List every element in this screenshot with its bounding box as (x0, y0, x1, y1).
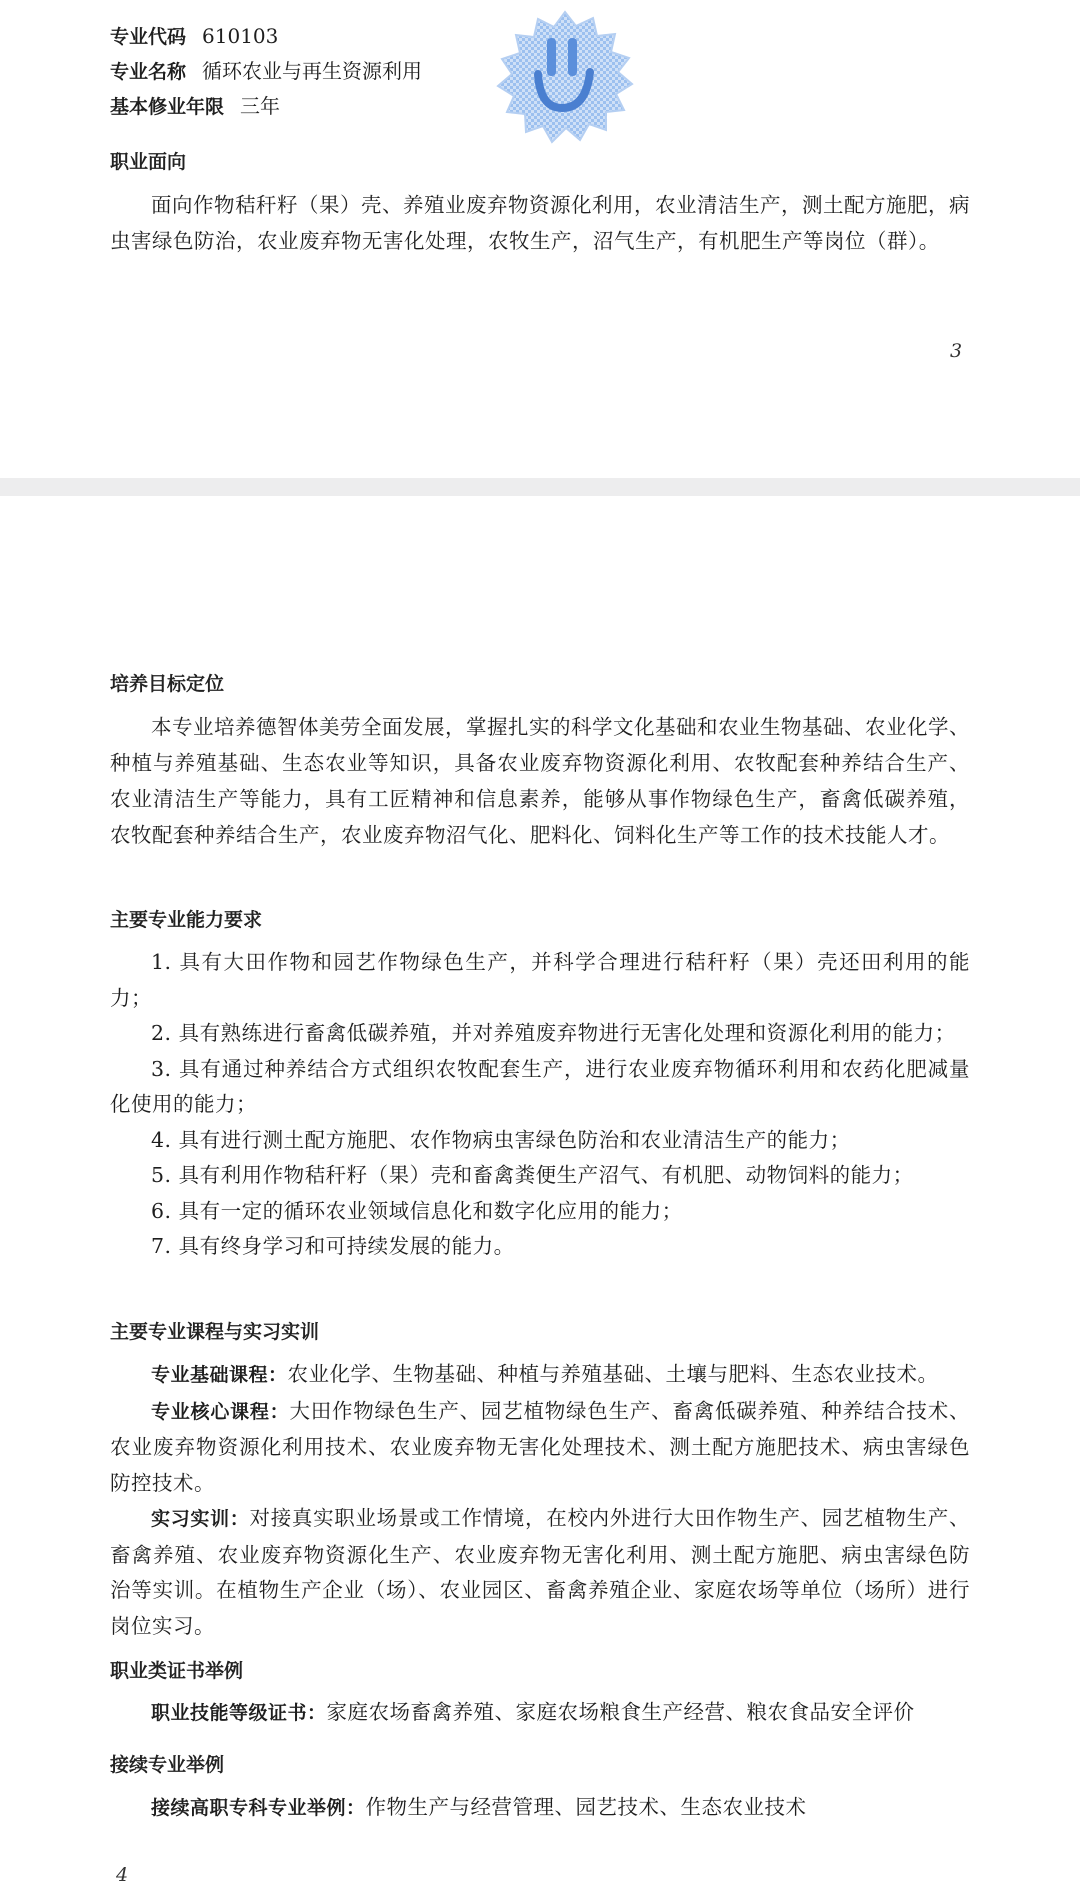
page-number: 3 (950, 340, 963, 362)
meta-value: 三年 (240, 94, 281, 118)
meta-code-row (110, 22, 278, 51)
page-top (0, 0, 1080, 478)
course-text: 对接真实职业场景或工作情境，在校内外进行大田作物生产、园艺植物生产、畜禽养殖、农业废弃物资源化生产、农业废弃物无害化利用、测土配方施肥、病虫害绿色防治等实训。在植物生产企业（场）、农业园区、畜禽养殖企业、家庭农场等单位（场所）进行岗位实习。 (110, 1506, 970, 1638)
list-item (110, 1501, 970, 1644)
list-item (110, 1394, 970, 1502)
goal-paragraph: 本专业培养德智体美劳全面发展，掌握扎实的科学文化基础和农业生物基础、农业化学、种植与养殖基础、生态农业等知识，具备农业废弃物资源化利用、农牧配套种养结合生产、农业清洁生产等能力，具有工匠精神和信息素养，能够从事作物绿色生产，畜禽低碳养殖，农牧配套种养结合生产，农业废弃物沼气化、肥料化、饲料化生产等工作的技术技能人才。 (110, 715, 970, 847)
heading-goal: 培养目标定位 (110, 673, 225, 695)
meta-name-row (110, 57, 422, 86)
meta-label: 专业代码 (110, 26, 187, 48)
course-lead: 专业基础课程： (151, 1364, 288, 1386)
list-item (110, 1357, 970, 1394)
certificates-list (110, 1695, 970, 1732)
list-item: 1. 具有大田作物和园艺作物绿色生产，并科学合理进行秸秆籽（果）壳还田利用的能力； (110, 950, 970, 1010)
list-item: 2. 具有熟练进行畜禽低碳养殖，并对养殖废弃物进行无害化处理和资源化利用的能力； (151, 1021, 956, 1045)
smiley-gear-stamp-icon (480, 8, 650, 156)
list-item: 7. 具有终身学习和可持续发展的能力。 (151, 1234, 515, 1258)
certificate-lead: 职业技能等级证书： (151, 1702, 327, 1724)
list-item: 4. 具有进行测土配方施肥、农作物病虫害绿色防治和农业清洁生产的能力； (151, 1127, 851, 1152)
heading-career: 职业面向 (110, 151, 187, 173)
course-text: 农业化学、生物基础、种植与养殖基础、土壤与肥料、生态农业技术。 (287, 1362, 939, 1386)
page-divider (0, 478, 1080, 496)
page-number: 4 (116, 1864, 129, 1886)
continuation-lead: 接续高职专科专业举例： (151, 1797, 366, 1819)
meta-years-row (110, 92, 280, 121)
meta-label: 基本修业年限 (110, 96, 225, 118)
course-text: 大田作物绿色生产、园艺植物绿色生产、畜禽低碳养殖、种养结合技术、农业废弃物资源化利用技术、农业废弃物无害化处理技术、测土配方施肥技术、病虫害绿色防控技术。 (110, 1398, 970, 1495)
list-item (110, 1790, 970, 1827)
heading-abilities: 主要专业能力要求 (110, 909, 263, 931)
heading-courses: 主要专业课程与实习实训 (110, 1321, 320, 1343)
meta-value: 610103 (202, 24, 279, 48)
certificate-text: 家庭农场畜禽养殖、家庭农场粮食生产经营、粮农食品安全评价 (326, 1700, 915, 1724)
course-lead: 专业核心课程： (151, 1400, 290, 1423)
continuation-text: 作物生产与经营管理、园艺技术、生态农业技术 (365, 1795, 807, 1819)
courses-list (110, 1357, 970, 1644)
meta-label: 专业名称 (110, 61, 187, 83)
abilities-list (110, 945, 970, 1265)
course-lead: 实习实训： (151, 1508, 250, 1530)
career-paragraph: 面向作物秸秆籽（果）壳、养殖业废弃物资源化利用，农业清洁生产，测土配方施肥，病虫害绿色防治，农业废弃物无害化处理，农牧生产，沼气生产，有机肥生产等岗位（群）。 (110, 193, 970, 253)
list-item: 6. 具有一定的循环农业领域信息化和数字化应用的能力； (151, 1198, 683, 1223)
meta-value: 循环农业与再生资源利用 (202, 59, 423, 83)
continuation-list (110, 1790, 970, 1827)
list-item: 5. 具有利用作物秸秆籽（果）壳和畜禽粪便生产沼气、有机肥、动物饲料的能力； (151, 1163, 914, 1187)
list-item: 3. 具有通过种养结合方式组织农牧配套生产，进行农业废弃物循环利用和农药化肥减量化使用的能力； (110, 1056, 970, 1116)
heading-certificates: 职业类证书举例 (110, 1660, 244, 1682)
list-item (110, 1695, 970, 1732)
heading-continuation: 接续专业举例 (110, 1754, 225, 1776)
